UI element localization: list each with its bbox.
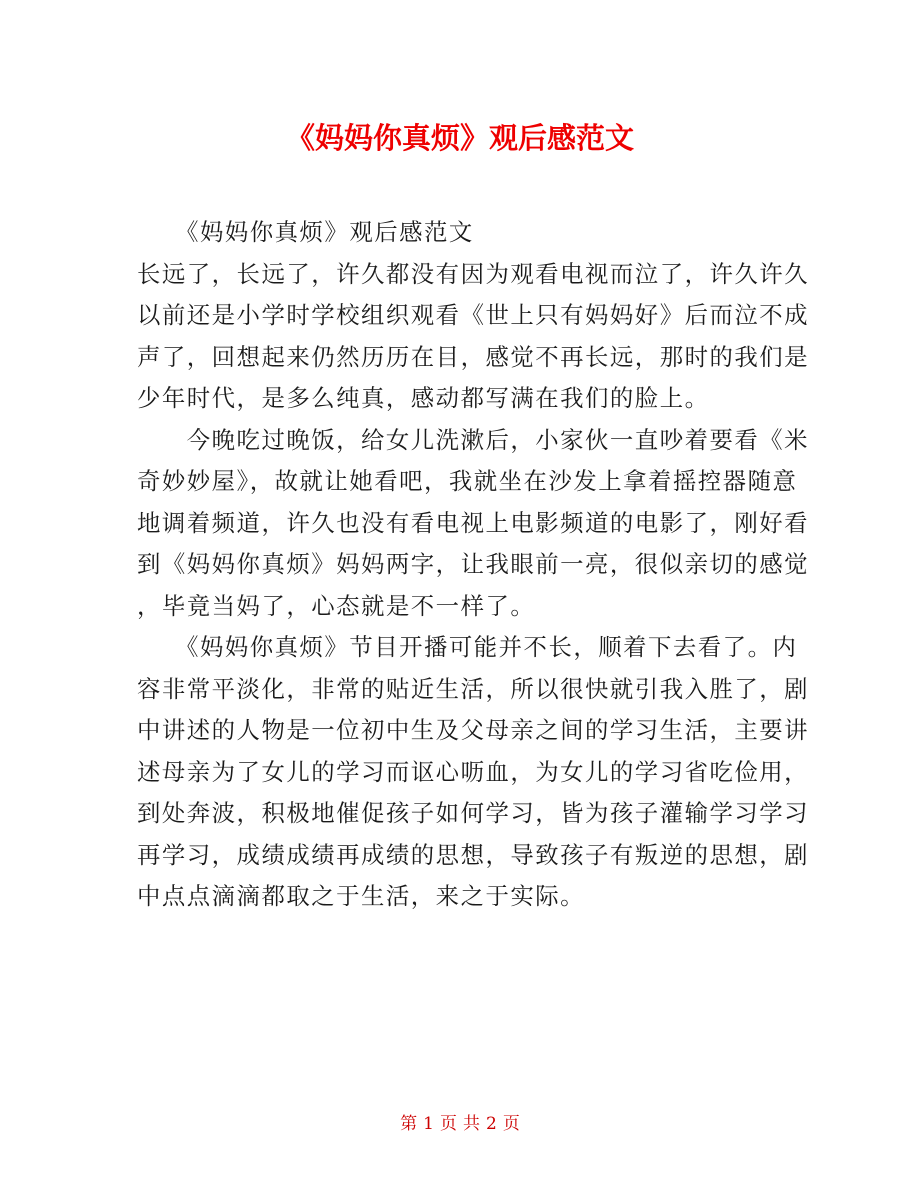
body-line: 声了，回想起来仍然历历在目，感觉不再长远，那时的我们是	[137, 342, 810, 371]
page-title: 《妈妈你真烦》观后感范文	[285, 121, 634, 155]
article-body	[137, 212, 810, 918]
body-line: 述母亲为了女儿的学习而讴心呖血，为女儿的学习省吃俭用，	[137, 757, 810, 786]
footer-page-prefix: 第	[400, 1114, 418, 1134]
page-footer	[0, 1112, 920, 1136]
body-line: 再学习，成绩成绩再成绩的思想，导致孩子有叛逆的思想，剧	[137, 840, 810, 869]
body-line: 到《妈妈你真烦》妈妈两字，让我眼前一亮，很似亲切的感觉	[137, 550, 810, 578]
body-line: 《妈妈你真烦》节目开播可能并不长，顺着下去看了。内	[137, 633, 798, 661]
body-line: ，毕竟当妈了，心态就是不一样了。	[137, 591, 536, 620]
body-line: 以前还是小学时学校组织观看《世上只有妈妈好》后而泣不成	[137, 301, 810, 329]
footer-page-unit: 页	[440, 1114, 457, 1134]
footer-total-unit: 页	[502, 1114, 520, 1134]
footer-total-pages: 2	[486, 1114, 497, 1134]
body-line: 到处奔波，积极地催促孩子如何学习，皆为孩子灌输学习学习	[137, 799, 810, 827]
body-line: 容非常平淡化，非常的贴近生活，所以很快就引我入胜了，剧	[137, 674, 810, 703]
body-line: 少年时代，是多么纯真，感动都写满在我们的脸上。	[137, 384, 710, 412]
body-line: 长远了，长远了，许久都没有因为观看电视而泣了，许久许久	[137, 259, 810, 288]
footer-total-prefix: 共	[463, 1114, 480, 1134]
body-line: 中讲述的人物是一位初中生及父母亲之间的学习生活，主要讲	[137, 716, 810, 744]
footer-current-page: 1	[423, 1114, 434, 1134]
body-line: 奇妙妙屋》，故就让她看吧，我就坐在沙发上拿着摇控器随意	[137, 467, 798, 495]
body-line: 今晚吃过晚饭，给女儿洗漱后，小家伙一直吵着要看《米	[137, 425, 810, 454]
body-line: 中点点滴滴都取之于生活，来之于实际。	[137, 882, 586, 910]
body-line: 地调着频道，许久也没有看电视上电影频道的电影了，刚好看	[137, 508, 810, 537]
body-line: 《妈妈你真烦》观后感范文	[137, 218, 474, 246]
